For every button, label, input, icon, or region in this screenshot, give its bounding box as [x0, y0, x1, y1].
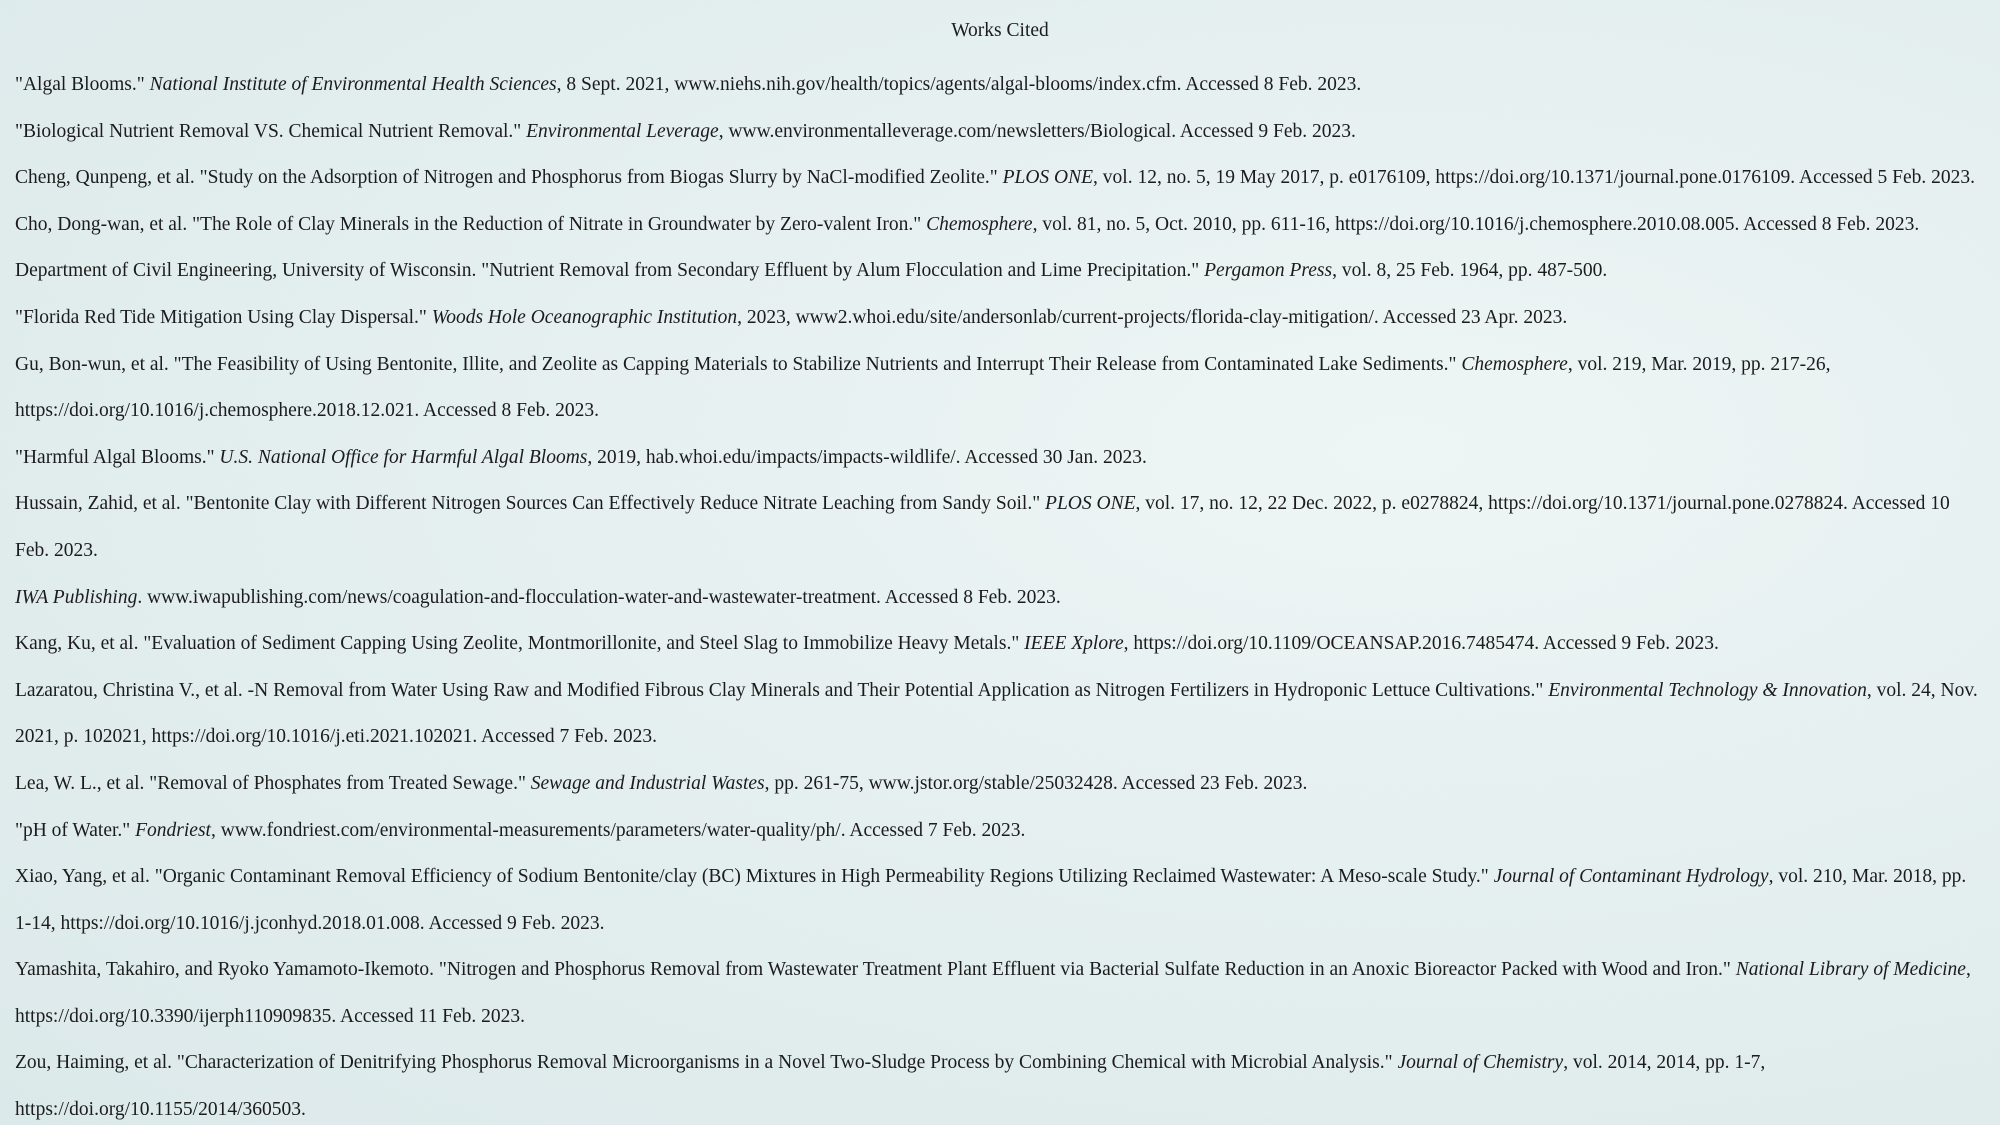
- citation-source: Pergamon Press: [1204, 260, 1333, 282]
- citation-text: Zou, Haiming, et al. "Characterization of Denitrifying Phosphorus Removal Microorganisms in a Novel Two-Sludge Process by Combining Chemical with Microbial Analysis.": [15, 1052, 1398, 1074]
- citation-source: U.S. National Office for Harmful Algal Blooms: [219, 446, 588, 468]
- citation-details: , vol. 2014, 2014, pp. 1-7,: [1563, 1052, 1766, 1074]
- citation-details: , vol. 81, no. 5, Oct. 2010, pp. 611-16, https://doi.org/10.1016/j.chemosphere.2010.08.005. Accessed 8 Feb. 2023.: [1032, 213, 1920, 235]
- citation-source: Environmental Leverage: [526, 120, 719, 142]
- citation-source: PLOS ONE: [1045, 493, 1136, 515]
- citation-source: IWA Publishing: [15, 586, 138, 608]
- citation-continuation: 1-14, https://doi.org/10.1016/j.jconhyd.2018.01.008. Accessed 9 Feb. 2023.: [15, 912, 605, 934]
- citation-text: "Algal Blooms.": [15, 74, 150, 95]
- citation-details: , 2019, hab.whoi.edu/impacts/impacts-wildlife/. Accessed 30 Jan. 2023.: [587, 446, 1147, 468]
- citation-source: Fondriest: [135, 819, 211, 841]
- citation-entry: [15, 575, 1990, 622]
- citation-details: , vol. 219, Mar. 2019, pp. 217-26,: [1567, 353, 1831, 375]
- citation-continuation: 2021, p. 102021, https://doi.org/10.1016/j.eti.2021.102021. Accessed 7 Feb. 2023.: [15, 726, 658, 748]
- citation-source: Journal of Contaminant Hydrology: [1493, 866, 1769, 888]
- citation-source: Chemosphere: [1461, 353, 1568, 375]
- citation-source: Sewage and Industrial Wastes: [530, 772, 765, 794]
- citation-entry: [15, 808, 1990, 855]
- citation-details: , vol. 17, no. 12, 22 Dec. 2022, p. e0278824, https://doi.org/10.1371/journal.pone.0278824. Accessed 10: [1135, 493, 1950, 515]
- citation-entry: [15, 621, 1990, 668]
- citation-entry: [15, 1040, 1990, 1125]
- citation-continuation: Feb. 2023.: [15, 539, 98, 561]
- citation-text: "Florida Red Tide Mitigation Using Clay Dispersal.": [15, 306, 432, 328]
- citation-text: Yamashita, Takahiro, and Ryoko Yamamoto-Ikemoto. "Nitrogen and Phosphorus Removal from Wastewater Treatment Plant Effluent via Bacterial Sulfate Reduction in an Anoxic Bioreactor Packed with Wood and Iron.": [15, 959, 1736, 981]
- citation-text: Department of Civil Engineering, University of Wisconsin. "Nutrient Removal from Secondary Effluent by Alum Flocculation and Lime Precipitation.": [15, 260, 1205, 282]
- citation-entry: [15, 155, 1990, 202]
- citation-text: Lea, W. L., et al. "Removal of Phosphates from Treated Sewage.": [15, 772, 531, 794]
- citation-source: Journal of Chemistry: [1397, 1052, 1564, 1074]
- citation-entry: [15, 202, 1990, 249]
- page-title: Works Cited: [951, 20, 1049, 41]
- citation-text: Xiao, Yang, et al. "Organic Contaminant Removal Efficiency of Sodium Bentonite/clay (BC) Mixtures in High Permeability Regions Utilizing Reclaimed Wastewater: A Meso-scale Study.": [15, 866, 1494, 888]
- citation-text: "Harmful Algal Blooms.": [15, 446, 220, 468]
- citation-source: Chemosphere: [926, 213, 1033, 235]
- citation-entry: [15, 109, 1990, 156]
- citation-details: ,: [1965, 959, 1971, 981]
- citation-text: Gu, Bon-wun, et al. "The Feasibility of Using Bentonite, Illite, and Zeolite as Capping Materials to Stabilize Nutrients and Interrupt Their Release from Contaminated Lake Sediments.": [15, 353, 1462, 375]
- citation-details: , 2023, www2.whoi.edu/site/andersonlab/current-projects/florida-clay-mitigation/. Accessed 23 Apr. 2023.: [737, 306, 1568, 328]
- citation-source: PLOS ONE: [1002, 167, 1094, 189]
- citation-details: , 8 Sept. 2021, www.niehs.nih.gov/health/topics/agents/algal-blooms/index.cfm. Accessed 8 Feb. 2023.: [556, 74, 1362, 95]
- citation-details: , vol. 24, Nov.: [1866, 679, 1978, 701]
- citation-text: "Biological Nutrient Removal VS. Chemical Nutrient Removal.": [15, 120, 527, 142]
- citation-entry: [15, 854, 1990, 947]
- citation-entry: [15, 435, 1990, 482]
- citation-entry: [15, 295, 1990, 342]
- citation-text: "pH of Water.": [15, 819, 136, 841]
- citation-entry: [15, 62, 1990, 109]
- citation-entry: [15, 668, 1990, 761]
- citation-details: , vol. 12, no. 5, 19 May 2017, p. e0176109, https://doi.org/10.1371/journal.pone.0176109. Accessed 5 Feb. 2023.: [1093, 167, 1975, 189]
- citation-text: Kang, Ku, et al. "Evaluation of Sediment Capping Using Zeolite, Montmorillonite, and Steel Slag to Immobilize Heavy Metals.": [15, 633, 1025, 655]
- citation-details: , www.fondriest.com/environmental-measurements/parameters/water-quality/ph/. Accessed 7 Feb. 2023.: [210, 819, 1026, 841]
- citation-text: Hussain, Zahid, et al. "Bentonite Clay with Different Nitrogen Sources Can Effectively Reduce Nitrate Leaching from Sandy Soil.": [15, 493, 1046, 515]
- citation-entry: [15, 761, 1990, 808]
- citation-details: , vol. 210, Mar. 2018, pp.: [1768, 866, 1967, 888]
- citation-entry: [15, 342, 1990, 435]
- citation-source: National Library of Medicine: [1735, 959, 1966, 981]
- citation-source: Environmental Technology & Innovation: [1548, 679, 1867, 701]
- citation-list: [15, 62, 1990, 1125]
- citation-text: Cheng, Qunpeng, et al. "Study on the Adsorption of Nitrogen and Phosphorus from Biogas Slurry by NaCl-modified Zeolite.": [15, 167, 1003, 189]
- citation-continuation: https://doi.org/10.1016/j.chemosphere.2018.12.021. Accessed 8 Feb. 2023.: [15, 400, 600, 422]
- citation-source: Woods Hole Oceanographic Institution: [431, 306, 738, 328]
- citation-text: Cho, Dong-wan, et al. "The Role of Clay Minerals in the Reduction of Nitrate in Groundwater by Zero-valent Iron.": [15, 213, 927, 235]
- citation-details: , pp. 261-75, www.jstor.org/stable/25032428. Accessed 23 Feb. 2023.: [764, 772, 1308, 794]
- citation-continuation: https://doi.org/10.1155/2014/360503.: [15, 1099, 306, 1121]
- citation-entry: [15, 481, 1990, 574]
- citation-text: Lazaratou, Christina V., et al. -N Removal from Water Using Raw and Modified Fibrous Clay Minerals and Their Potential Application as Nitrogen Fertilizers in Hydroponic Lettuce Cultivations.": [15, 679, 1549, 701]
- citation-source: IEEE Xplore: [1024, 633, 1124, 655]
- citation-continuation: https://doi.org/10.3390/ijerph110909835. Accessed 11 Feb. 2023.: [15, 1005, 526, 1027]
- citation-details: , vol. 8, 25 Feb. 1964, pp. 487-500.: [1332, 260, 1608, 282]
- citation-details: . www.iwapublishing.com/news/coagulation-and-flocculation-water-and-wastewater-treatment. Accessed 8 Feb. 2023.: [137, 586, 1061, 608]
- citation-entry: [15, 248, 1990, 295]
- citation-details: , www.environmentalleverage.com/newsletters/Biological. Accessed 9 Feb. 2023.: [718, 120, 1356, 142]
- citation-details: , https://doi.org/10.1109/OCEANSAP.2016.7485474. Accessed 9 Feb. 2023.: [1123, 633, 1719, 655]
- citation-entry: [15, 947, 1990, 1040]
- citation-source: National Institute of Environmental Health Sciences: [149, 74, 557, 95]
